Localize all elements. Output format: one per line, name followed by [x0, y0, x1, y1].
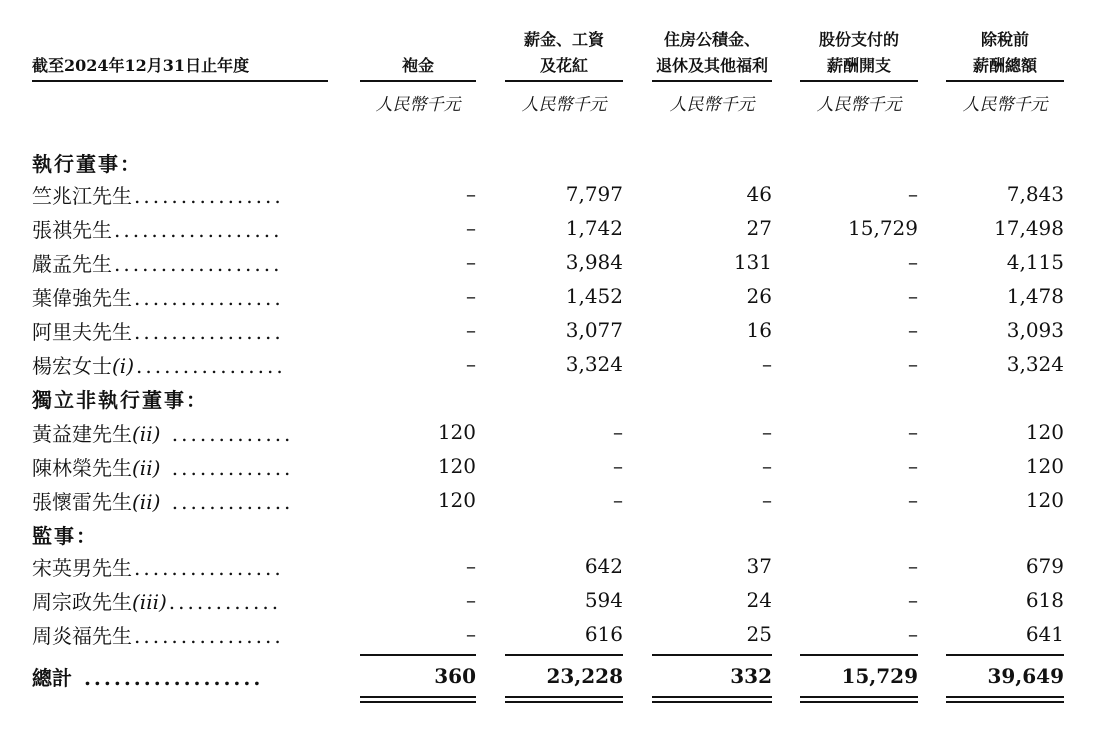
- cell-salaries: –: [613, 454, 623, 478]
- cell-benefits: 131: [733, 250, 772, 274]
- table-row: [0, 418, 1096, 452]
- cell-benefits: –: [762, 352, 772, 376]
- col-header-share-based-line1: 股份支付的: [818, 30, 899, 49]
- unit-fees: 人民幣千元: [375, 95, 461, 115]
- col-header-benefits: [652, 27, 772, 79]
- table-row: [0, 620, 1096, 654]
- cell-total: 1,478: [1006, 284, 1064, 308]
- row-label: [32, 586, 281, 615]
- unit-total: 人民幣千元: [962, 95, 1048, 115]
- cell-salaries: 7,797: [565, 182, 623, 206]
- cell-total: 120: [1025, 420, 1064, 444]
- col-header-total: [946, 27, 1064, 79]
- person-name: 阿里夫先生: [32, 320, 132, 344]
- total-rule-share-based: [800, 654, 918, 656]
- cell-total: 3,093: [1006, 318, 1064, 342]
- row-label: [32, 248, 282, 277]
- footnote-ref: (ii): [132, 456, 161, 480]
- cell-share-based: 15,729: [848, 216, 918, 240]
- cell-salaries: 3,077: [565, 318, 623, 342]
- table-row: [0, 248, 1096, 282]
- row-label: [32, 486, 293, 515]
- cell-benefits: –: [762, 420, 772, 444]
- total-rule-salaries: [505, 654, 623, 656]
- leader-dots: .............: [162, 490, 294, 514]
- cell-total: 120: [1025, 454, 1064, 478]
- row-label: [32, 180, 284, 209]
- cell-benefits: 26: [746, 284, 772, 308]
- cell-share-based: –: [908, 588, 918, 612]
- total-rule-total: [946, 654, 1064, 656]
- total-leader-dots: ..................: [74, 666, 264, 690]
- cell-share-based: –: [908, 454, 918, 478]
- total-fees: 360: [434, 664, 476, 688]
- cell-total: 618: [1025, 588, 1064, 612]
- table-row: [0, 282, 1096, 316]
- person-name: 嚴孟先生: [32, 252, 112, 276]
- cell-fees: –: [466, 554, 476, 578]
- cell-share-based: –: [908, 420, 918, 444]
- cell-share-based: –: [908, 488, 918, 512]
- cell-salaries: 642: [584, 554, 623, 578]
- cell-share-based: –: [908, 352, 918, 376]
- leader-dots: ................: [134, 624, 284, 648]
- total-row: [0, 662, 1096, 696]
- col-header-share-based: [800, 27, 918, 79]
- leader-dots: ..................: [114, 218, 283, 242]
- cell-fees: 120: [437, 420, 476, 444]
- cell-share-based: –: [908, 622, 918, 646]
- cell-fees: –: [466, 352, 476, 376]
- person-name: 張祺先生: [32, 218, 112, 242]
- row-label: [32, 350, 286, 379]
- row-label: [32, 552, 284, 581]
- header-rule-fees: [360, 80, 476, 82]
- footnote-ref: (ii): [132, 490, 161, 514]
- person-name: 周炎福先生: [32, 624, 132, 648]
- cell-benefits: 37: [746, 554, 772, 578]
- person-name: 陳林榮先生: [32, 456, 132, 480]
- row-label: [32, 316, 284, 345]
- total-benefits: 332: [730, 664, 772, 688]
- cell-total: 3,324: [1006, 352, 1064, 376]
- double-rule-benefits-a: [652, 696, 772, 698]
- col-header-share-based-line2: 薪酬開支: [826, 56, 891, 75]
- header-rule-benefits: [652, 80, 772, 82]
- footnote-ref: (i): [112, 354, 135, 378]
- cell-benefits: –: [762, 454, 772, 478]
- col-header-total-line1: 除稅前: [980, 30, 1029, 49]
- leader-dots: ............: [168, 590, 282, 614]
- total-total: 39,649: [987, 664, 1064, 688]
- cell-fees: –: [466, 588, 476, 612]
- cell-salaries: –: [613, 420, 623, 444]
- header-rule-total: [946, 80, 1064, 82]
- header-rule-salaries: [505, 80, 623, 82]
- double-rule-total-a: [946, 696, 1064, 698]
- cell-benefits: 24: [746, 588, 772, 612]
- cell-total: 17,498: [994, 216, 1064, 240]
- cell-fees: –: [466, 182, 476, 206]
- col-header-fees-line2: 袍金: [401, 56, 434, 75]
- period-header: 截至2024年12月31日止年度: [32, 56, 250, 75]
- double-rule-benefits-b: [652, 701, 772, 703]
- cell-fees: 120: [437, 488, 476, 512]
- double-rule-fees-b: [360, 701, 476, 703]
- table-row: [0, 180, 1096, 214]
- unit-benefits: 人民幣千元: [669, 95, 755, 115]
- cell-total: 641: [1025, 622, 1064, 646]
- table-row: [0, 452, 1096, 486]
- table-row: [0, 486, 1096, 520]
- table-row: [0, 316, 1096, 350]
- leader-dots: ................: [136, 354, 286, 378]
- col-header-salaries-line1: 薪金、工資: [523, 30, 604, 49]
- cell-fees: –: [466, 250, 476, 274]
- cell-salaries: 1,452: [565, 284, 623, 308]
- leader-dots: .............: [162, 422, 294, 446]
- table-row: [0, 350, 1096, 384]
- footnote-ref: (ii): [132, 422, 161, 446]
- double-rule-total-b: [946, 701, 1064, 703]
- cell-salaries: 1,742: [565, 216, 623, 240]
- person-name: 竺兆江先生: [32, 184, 132, 208]
- col-header-fees-line1: [360, 27, 476, 53]
- cell-salaries: 3,984: [565, 250, 623, 274]
- cell-salaries: 616: [584, 622, 623, 646]
- cell-total: 120: [1025, 488, 1064, 512]
- person-name: 周宗政先生: [32, 590, 132, 614]
- table-row: [0, 586, 1096, 620]
- double-rule-salaries-b: [505, 701, 623, 703]
- double-rule-share-based-a: [800, 696, 918, 698]
- person-name: 葉偉強先生: [32, 286, 132, 310]
- total-label-text: 總計: [32, 666, 72, 690]
- group-independent-directors: 獨立非執行董事：: [32, 388, 208, 412]
- person-name: 宋英男先生: [32, 556, 132, 580]
- person-name: 楊宏女士: [32, 354, 112, 378]
- row-label: [32, 418, 293, 447]
- cell-total: 7,843: [1006, 182, 1064, 206]
- cell-benefits: 46: [746, 182, 772, 206]
- cell-benefits: 25: [746, 622, 772, 646]
- cell-share-based: –: [908, 318, 918, 342]
- cell-fees: –: [466, 318, 476, 342]
- double-rule-salaries-a: [505, 696, 623, 698]
- unit-salaries: 人民幣千元: [521, 95, 607, 115]
- leader-dots: ................: [134, 184, 284, 208]
- cell-share-based: –: [908, 182, 918, 206]
- cell-benefits: 27: [746, 216, 772, 240]
- footnote-ref: (iii): [132, 590, 167, 614]
- cell-salaries: 594: [584, 588, 623, 612]
- col-header-salaries: [505, 27, 623, 79]
- double-rule-share-based-b: [800, 701, 918, 703]
- header-rule-share-based: [800, 80, 918, 82]
- header-rule-period: [32, 80, 328, 82]
- cell-fees: 120: [437, 454, 476, 478]
- unit-share-based: 人民幣千元: [816, 95, 902, 115]
- leader-dots: ................: [134, 320, 284, 344]
- cell-fees: –: [466, 284, 476, 308]
- group-supervisors: 監事：: [32, 524, 98, 548]
- cell-share-based: –: [908, 250, 918, 274]
- double-rule-fees-a: [360, 696, 476, 698]
- total-label: [32, 662, 263, 691]
- cell-fees: –: [466, 622, 476, 646]
- cell-benefits: 16: [746, 318, 772, 342]
- person-name: 黃益建先生: [32, 422, 132, 446]
- cell-total: 4,115: [1006, 250, 1064, 274]
- row-label: [32, 282, 284, 311]
- leader-dots: .............: [162, 456, 294, 480]
- cell-fees: –: [466, 216, 476, 240]
- cell-salaries: –: [613, 488, 623, 512]
- cell-benefits: –: [762, 488, 772, 512]
- col-header-total-line2: 薪酬總額: [972, 56, 1037, 75]
- cell-salaries: 3,324: [565, 352, 623, 376]
- leader-dots: ..................: [114, 252, 283, 276]
- table-row: [0, 214, 1096, 248]
- total-salaries: 23,228: [546, 664, 623, 688]
- cell-share-based: –: [908, 284, 918, 308]
- group-executive-directors: 執行董事：: [32, 152, 142, 176]
- col-header-benefits-line1: 住房公積金、: [663, 30, 760, 49]
- col-header-salaries-line2: 及花紅: [539, 56, 588, 75]
- cell-share-based: –: [908, 554, 918, 578]
- row-label: [32, 620, 284, 649]
- leader-dots: ................: [134, 286, 284, 310]
- table-row: [0, 552, 1096, 586]
- total-rule-benefits: [652, 654, 772, 656]
- cell-total: 679: [1025, 554, 1064, 578]
- total-share-based: 15,729: [841, 664, 918, 688]
- total-rule-fees: [360, 654, 476, 656]
- col-header-fees: [360, 27, 476, 79]
- person-name: 張懷雷先生: [32, 490, 132, 514]
- col-header-benefits-line2: 退休及其他福利: [655, 56, 768, 75]
- row-label: [32, 214, 282, 243]
- leader-dots: ................: [134, 556, 284, 580]
- row-label: [32, 452, 293, 481]
